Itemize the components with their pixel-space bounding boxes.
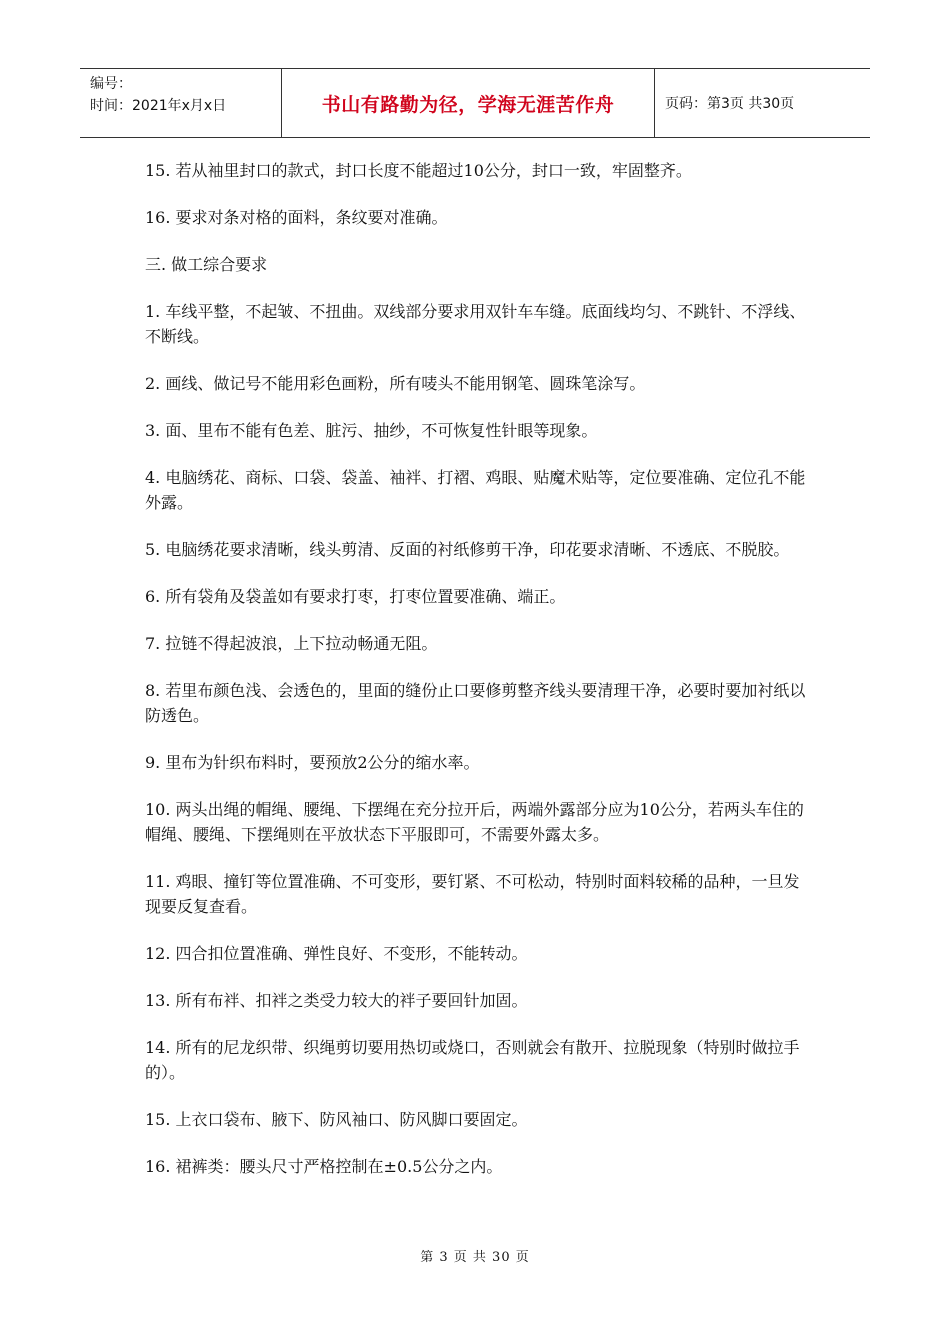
paragraph-7-zipper: 7. 拉链不得起波浪，上下拉动畅通无阻。 [145, 634, 438, 653]
paragraph-6-bartack: 6. 所有袋角及袋盖如有要求打枣，打枣位置要准确、端正。 [145, 587, 566, 606]
paragraph-10-drawcords: 10. 两头出绳的帽绳、腰绳、下摆绳在充分拉开后，两端外露部分应为10公分，若两头车住的帽绳、腰绳、下摆绳则在平放状态下平服即可，不需要外露太多。 [145, 800, 804, 844]
paragraph-3-fabric-defects: 3. 面、里布不能有色差、脏污、抽纱，不可恢复性针眼等现象。 [145, 421, 598, 440]
paragraph-14-webbing: 14. 所有的尼龙织带、织绳剪切要用热切或烧口，否则就会有散开、拉脱现象（特别时做拉手的）。 [145, 1038, 800, 1082]
paragraph-11-eyelets: 11. 鸡眼、撞钉等位置准确、不可变形，要钉紧、不可松动，特别时面料较稀的品种，一旦发现要反复查看。 [145, 872, 800, 916]
header-motto: 书山有路勤为径，学海无涯苦作舟 [282, 69, 655, 137]
document-time-label: 时间：2021年x月x日 [90, 98, 227, 114]
paragraph-13-loops: 13. 所有布袢、扣袢之类受力较大的袢子要回针加固。 [145, 991, 528, 1010]
paragraph-15-pocket-fix: 15. 上衣口袋布、腋下、防风袖口、防风脚口要固定。 [145, 1110, 528, 1129]
paragraph-5-embroidery: 5. 电脑绣花要求清晰，线头剪清、反面的衬纸修剪干净，印花要求清晰、不透底、不脱胶。 [145, 540, 790, 559]
paragraph-16-waistband: 16. 裙裤类：腰头尺寸严格控制在±0.5公分之内。 [145, 1157, 503, 1176]
page-footer: 第 3 页 共 30 页 [420, 1250, 530, 1265]
section-heading-workmanship: 三. 做工综合要求 [145, 255, 268, 274]
paragraph-2-marking: 2. 画线、做记号不能用彩色画粉，所有唛头不能用钢笔、圆珠笔涂写。 [145, 374, 646, 393]
paragraph-16-stripe-matching: 16. 要求对条对格的面料，条纹要对准确。 [145, 208, 448, 227]
header-page-info: 页码：第3页 共30页 [665, 96, 795, 112]
paragraph-12-snaps: 12. 四合扣位置准确、弹性良好、不变形，不能转动。 [145, 944, 528, 963]
paragraph-1-stitching: 1. 车线平整，不起皱、不扭曲。双线部分要求用双针车车缝。底面线均匀、不跳针、不浮线、不断线。 [145, 302, 806, 346]
paragraph-15-cuff-seal: 15. 若从袖里封口的款式，封口长度不能超过10公分，封口一致，牢固整齐。 [145, 161, 692, 180]
document-body [145, 158, 810, 1201]
paragraph-8-lining: 8. 若里布颜色浅、会透色的，里面的缝份止口要修剪整齐线头要清理干净，必要时要加衬纸以防透色。 [145, 681, 806, 725]
document-header [80, 68, 870, 138]
paragraph-4-positioning: 4. 电脑绣花、商标、口袋、袋盖、袖袢、打褶、鸡眼、贴魔术贴等，定位要准确、定位孔不能外露。 [145, 468, 806, 512]
document-number-label: 编号： [90, 76, 132, 92]
paragraph-9-shrinkage: 9. 里布为针织布料时，要预放2公分的缩水率。 [145, 753, 480, 772]
header-meta [80, 69, 282, 137]
